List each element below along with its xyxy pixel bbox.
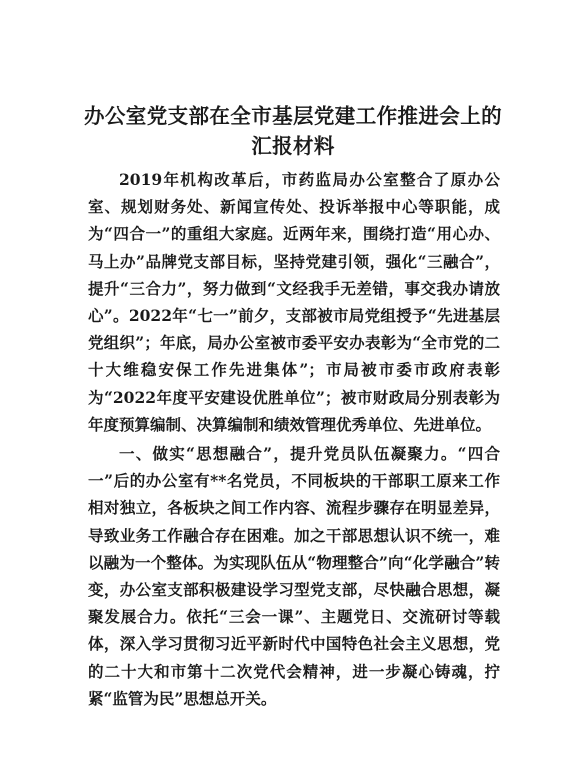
paragraph-intro: 2019年机构改革后，市药监局办公室整合了原办公室、规划财务处、新闻宣传处、投诉举报中心等职能，成为“四合一”的重组大家庭。近两年来，围绕打造“用心办、马上办”品牌党支部目标，坚持党建引领，强化“三融合”，提升“三合力”，努力做到“文经我手无差错，事交我办请放心”。2022年“七一”前夕，支部被市局党组授予“先进基层党组织”；年底，局办公室被市委平安办表彰为“全市党的二十大维稳安保工作先进集体”；市局被市委市政府表彰为“2022年度平安建设优胜单位”；被市财政局分别表彰为年度预算编制、决算编制和绩效管理优秀单位、先进单位。 bbox=[88, 170, 500, 434]
document-body bbox=[88, 166, 500, 712]
title-line-1: 办公室党支部在全市基层党建工作推进会上的 bbox=[84, 104, 502, 128]
document-title bbox=[70, 101, 516, 161]
paragraph-section-1: 一、做实“思想融合”，提升党员队伍凝聚力。“四合一”后的办公室有**名党员，不同板块的干部职工原来工作相对独立，各板块之间工作内容、流程步骤存在明显差异，导致业务工作融合存在困难。加之干部思想认识不统一，难以融为一个整体。为实现队伍从“物理整合”向“化学融合”转变，办公室支部积极建设学习型党支部，尽快融合思想，凝聚发展合力。依托“三会一课”、主题党日、交流研讨等载体，深入学习贯彻习近平新时代中国特色社会主义思想，党的二十大和市第十二次党代会精神，进一步凝心铸魂，拧紧“监管为民”思想总开关。 bbox=[88, 444, 500, 708]
title-line-2: 汇报材料 bbox=[251, 134, 335, 158]
